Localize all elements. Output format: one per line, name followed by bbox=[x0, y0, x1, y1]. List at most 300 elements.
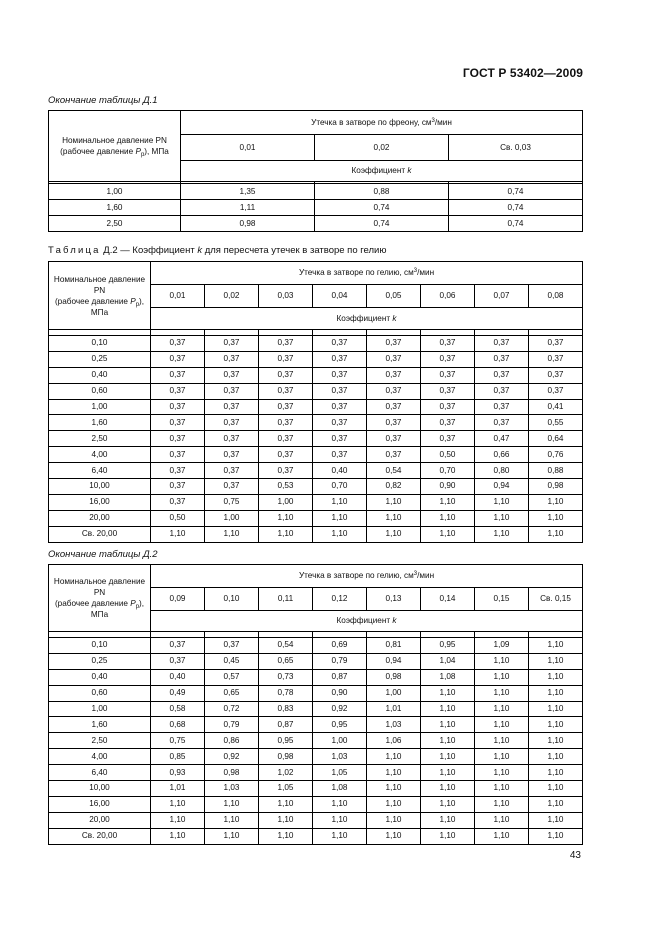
page-number: 43 bbox=[569, 850, 581, 861]
coefficient-cell: 0,37 bbox=[259, 447, 313, 463]
coefficient-cell: 1,10 bbox=[367, 510, 421, 526]
coefficient-cell: 1,03 bbox=[313, 749, 367, 765]
coefficient-cell: 1,10 bbox=[529, 685, 583, 701]
coefficient-cell: 1,00 bbox=[367, 685, 421, 701]
coefficient-cell: 1,05 bbox=[259, 781, 313, 797]
coefficient-cell: 0,37 bbox=[367, 431, 421, 447]
coefficient-cell: 1,10 bbox=[367, 812, 421, 828]
coefficient-cell: 1,10 bbox=[475, 653, 529, 669]
coefficient-cell: 1,10 bbox=[151, 812, 205, 828]
coefficient-cell: 0,94 bbox=[367, 653, 421, 669]
coefficient-cell: 0,95 bbox=[421, 638, 475, 654]
coefficient-cell: 0,37 bbox=[151, 447, 205, 463]
coefficient-cell: 0,88 bbox=[529, 463, 583, 479]
pressure-cell: 0,25 bbox=[49, 653, 151, 669]
table-row bbox=[49, 200, 583, 216]
coefficient-cell: 0,37 bbox=[313, 415, 367, 431]
coefficient-cell: 1,10 bbox=[313, 510, 367, 526]
column-header: 0,02 bbox=[315, 135, 449, 161]
coefficient-cell: 0,37 bbox=[529, 336, 583, 352]
pressure-cell: 0,40 bbox=[49, 669, 151, 685]
coefficient-cell: 1,10 bbox=[529, 638, 583, 654]
coefficient-cell: 0,92 bbox=[313, 701, 367, 717]
coefficient-cell: 0,37 bbox=[259, 431, 313, 447]
table-row bbox=[49, 828, 583, 844]
coefficient-cell: 1,04 bbox=[421, 653, 475, 669]
coefficient-cell: 1,00 bbox=[205, 510, 259, 526]
column-header: 0,15 bbox=[475, 588, 529, 611]
coefficient-cell: 0,37 bbox=[475, 336, 529, 352]
coefficient-cell: 1,10 bbox=[529, 749, 583, 765]
coefficient-cell: 0,37 bbox=[259, 367, 313, 383]
coefficient-cell: 1,10 bbox=[367, 796, 421, 812]
coefficient-cell: 0,37 bbox=[475, 351, 529, 367]
pressure-cell: 16,00 bbox=[49, 796, 151, 812]
pressure-cell: 1,60 bbox=[49, 717, 151, 733]
table-row bbox=[49, 447, 583, 463]
coefficient-cell: 0,54 bbox=[367, 463, 421, 479]
coefficient-cell: 0,81 bbox=[367, 638, 421, 654]
coefficient-cell: 1,10 bbox=[259, 812, 313, 828]
coefficient-cell: 1,10 bbox=[367, 828, 421, 844]
coefficient-cell: 1,10 bbox=[529, 526, 583, 542]
coefficient-label: Коэффициент k bbox=[181, 161, 583, 182]
coefficient-cell: 1,10 bbox=[529, 494, 583, 510]
coefficient-cell: 0,86 bbox=[205, 733, 259, 749]
coefficient-cell: 0,37 bbox=[259, 351, 313, 367]
coefficient-cell: 1,10 bbox=[421, 685, 475, 701]
column-header: 0,12 bbox=[313, 588, 367, 611]
coefficient-cell: 1,10 bbox=[475, 749, 529, 765]
table-d2-end-caption: Окончание таблицы Д.2 bbox=[48, 549, 158, 560]
pressure-cell: 1,00 bbox=[49, 184, 181, 200]
pressure-cell: 0,40 bbox=[49, 367, 151, 383]
coefficient-cell: 0,37 bbox=[205, 638, 259, 654]
coefficient-cell: 1,10 bbox=[421, 717, 475, 733]
coefficient-cell: 0,37 bbox=[421, 336, 475, 352]
pressure-cell: 0,60 bbox=[49, 383, 151, 399]
table-d1-end bbox=[48, 110, 583, 232]
table-row bbox=[49, 653, 583, 669]
coefficient-cell: 0,37 bbox=[367, 447, 421, 463]
column-header: 0,01 bbox=[151, 285, 205, 308]
coefficient-cell: 1,10 bbox=[367, 781, 421, 797]
coefficient-cell: 1,10 bbox=[529, 669, 583, 685]
coefficient-cell: 0,94 bbox=[475, 479, 529, 495]
table-d1-end-caption: Окончание таблицы Д.1 bbox=[48, 95, 158, 106]
table-row bbox=[49, 415, 583, 431]
table-row bbox=[49, 749, 583, 765]
column-header: 0,13 bbox=[367, 588, 421, 611]
coefficient-cell: 0,40 bbox=[151, 669, 205, 685]
table-row bbox=[49, 717, 583, 733]
column-header: 0,02 bbox=[205, 285, 259, 308]
pressure-cell: 10,00 bbox=[49, 781, 151, 797]
coefficient-cell: 0,37 bbox=[151, 336, 205, 352]
coefficient-cell: 0,37 bbox=[151, 351, 205, 367]
coefficient-cell: 0,37 bbox=[151, 367, 205, 383]
coefficient-cell: 0,98 bbox=[205, 765, 259, 781]
coefficient-cell: 0,37 bbox=[205, 336, 259, 352]
pressure-cell: Св. 20,00 bbox=[49, 828, 151, 844]
coefficient-cell: 0,92 bbox=[205, 749, 259, 765]
coefficient-cell: 1,08 bbox=[421, 669, 475, 685]
coefficient-cell: 0,74 bbox=[449, 216, 583, 232]
table-row bbox=[49, 399, 583, 415]
pressure-cell: 2,50 bbox=[49, 431, 151, 447]
coefficient-cell: 0,75 bbox=[151, 733, 205, 749]
coefficient-cell: 0,37 bbox=[421, 383, 475, 399]
table-row bbox=[49, 685, 583, 701]
table-row bbox=[49, 796, 583, 812]
coefficient-cell: 0,37 bbox=[421, 367, 475, 383]
coefficient-cell: 1,10 bbox=[421, 510, 475, 526]
coefficient-cell: 0,37 bbox=[367, 383, 421, 399]
table-row bbox=[49, 367, 583, 383]
coefficient-cell: 0,37 bbox=[313, 336, 367, 352]
coefficient-cell: 1,35 bbox=[181, 184, 315, 200]
pressure-cell: 0,25 bbox=[49, 351, 151, 367]
coefficient-cell: 0,37 bbox=[313, 351, 367, 367]
coefficient-cell: 0,70 bbox=[313, 479, 367, 495]
column-header: 0,04 bbox=[313, 285, 367, 308]
coefficient-cell: 0,74 bbox=[449, 184, 583, 200]
coefficient-cell: 1,00 bbox=[313, 733, 367, 749]
coefficient-cell: 0,88 bbox=[315, 184, 449, 200]
coefficient-cell: 0,87 bbox=[313, 669, 367, 685]
coefficient-cell: 0,57 bbox=[205, 669, 259, 685]
coefficient-cell: 0,37 bbox=[205, 351, 259, 367]
coefficient-cell: 1,10 bbox=[259, 796, 313, 812]
coefficient-cell: 1,10 bbox=[259, 526, 313, 542]
group-header: Утечка в затворе по гелию, $см^3$/мин bbox=[151, 565, 583, 588]
coefficient-cell: 1,02 bbox=[259, 765, 313, 781]
coefficient-cell: 1,10 bbox=[205, 526, 259, 542]
coefficient-cell: 0,37 bbox=[205, 447, 259, 463]
pressure-cell: 1,00 bbox=[49, 399, 151, 415]
coefficient-cell: 1,10 bbox=[475, 781, 529, 797]
coefficient-cell: 0,50 bbox=[421, 447, 475, 463]
pressure-cell: 20,00 bbox=[49, 510, 151, 526]
pressure-cell: 10,00 bbox=[49, 479, 151, 495]
column-header: 0,08 bbox=[529, 285, 583, 308]
coefficient-cell: 1,10 bbox=[475, 526, 529, 542]
coefficient-cell: 1,10 bbox=[151, 796, 205, 812]
coefficient-cell: 0,76 bbox=[529, 447, 583, 463]
coefficient-cell: 0,37 bbox=[367, 336, 421, 352]
coefficient-label: Коэффициент k bbox=[151, 308, 583, 330]
coefficient-cell: 0,90 bbox=[313, 685, 367, 701]
coefficient-cell: 1,08 bbox=[313, 781, 367, 797]
table-d2-end bbox=[48, 564, 583, 845]
coefficient-cell: 0,37 bbox=[313, 383, 367, 399]
row-header: Номинальное давление PN (рабочее давление $P_р$), МПа bbox=[49, 111, 181, 182]
coefficient-cell: 1,10 bbox=[475, 494, 529, 510]
coefficient-cell: 0,37 bbox=[151, 479, 205, 495]
coefficient-cell: 0,37 bbox=[259, 383, 313, 399]
coefficient-cell: 1,10 bbox=[313, 796, 367, 812]
column-header: 0,01 bbox=[181, 135, 315, 161]
coefficient-cell: 0,37 bbox=[259, 399, 313, 415]
table-row bbox=[49, 216, 583, 232]
coefficient-cell: 0,37 bbox=[421, 431, 475, 447]
coefficient-cell: 0,95 bbox=[259, 733, 313, 749]
coefficient-cell: 0,65 bbox=[259, 653, 313, 669]
pressure-cell: 6,40 bbox=[49, 463, 151, 479]
coefficient-cell: 0,90 bbox=[421, 479, 475, 495]
coefficient-cell: 1,00 bbox=[259, 494, 313, 510]
coefficient-cell: 0,37 bbox=[367, 367, 421, 383]
coefficient-cell: 1,10 bbox=[475, 685, 529, 701]
coefficient-cell: 1,03 bbox=[367, 717, 421, 733]
coefficient-cell: 1,10 bbox=[475, 733, 529, 749]
coefficient-cell: 0,37 bbox=[475, 399, 529, 415]
coefficient-cell: 0,37 bbox=[151, 653, 205, 669]
coefficient-cell: 0,37 bbox=[367, 415, 421, 431]
pressure-cell: 1,60 bbox=[49, 415, 151, 431]
coefficient-cell: 0,37 bbox=[421, 415, 475, 431]
coefficient-cell: 1,10 bbox=[313, 812, 367, 828]
coefficient-cell: 0,37 bbox=[151, 383, 205, 399]
coefficient-cell: 1,10 bbox=[313, 494, 367, 510]
coefficient-cell: 0,66 bbox=[475, 447, 529, 463]
coefficient-cell: 1,10 bbox=[421, 765, 475, 781]
pressure-cell: 0,10 bbox=[49, 336, 151, 352]
coefficient-cell: 0,72 bbox=[205, 701, 259, 717]
coefficient-cell: 0,83 bbox=[259, 701, 313, 717]
coefficient-cell: 1,10 bbox=[421, 733, 475, 749]
table-row bbox=[49, 510, 583, 526]
coefficient-cell: 0,37 bbox=[259, 463, 313, 479]
coefficient-cell: 0,79 bbox=[313, 653, 367, 669]
coefficient-cell: 1,10 bbox=[421, 812, 475, 828]
column-header: Св. 0,15 bbox=[529, 588, 583, 611]
coefficient-cell: 0,40 bbox=[313, 463, 367, 479]
coefficient-cell: 0,37 bbox=[259, 336, 313, 352]
coefficient-cell: 1,10 bbox=[529, 733, 583, 749]
coefficient-cell: 1,10 bbox=[313, 526, 367, 542]
table-row bbox=[49, 669, 583, 685]
coefficient-cell: 1,10 bbox=[529, 812, 583, 828]
coefficient-cell: 0,37 bbox=[205, 399, 259, 415]
table-row bbox=[49, 812, 583, 828]
coefficient-cell: 0,74 bbox=[315, 216, 449, 232]
table-row bbox=[49, 765, 583, 781]
coefficient-cell: 0,82 bbox=[367, 479, 421, 495]
coefficient-cell: 0,53 bbox=[259, 479, 313, 495]
coefficient-cell: 0,37 bbox=[475, 415, 529, 431]
coefficient-cell: 1,01 bbox=[151, 781, 205, 797]
coefficient-cell: 0,37 bbox=[313, 431, 367, 447]
coefficient-cell: 0,37 bbox=[205, 463, 259, 479]
coefficient-cell: 1,10 bbox=[367, 749, 421, 765]
table-row bbox=[49, 479, 583, 495]
coefficient-cell: 1,10 bbox=[313, 828, 367, 844]
coefficient-cell: 0,68 bbox=[151, 717, 205, 733]
column-header: 0,14 bbox=[421, 588, 475, 611]
coefficient-cell: 1,10 bbox=[529, 510, 583, 526]
coefficient-cell: 0,80 bbox=[475, 463, 529, 479]
coefficient-cell: 0,41 bbox=[529, 399, 583, 415]
coefficient-cell: 0,37 bbox=[475, 367, 529, 383]
coefficient-cell: 1,10 bbox=[529, 765, 583, 781]
coefficient-cell: 0,85 bbox=[151, 749, 205, 765]
coefficient-cell: 0,70 bbox=[421, 463, 475, 479]
pressure-cell: 2,50 bbox=[49, 733, 151, 749]
coefficient-cell: 1,10 bbox=[529, 653, 583, 669]
coefficient-cell: 1,10 bbox=[529, 828, 583, 844]
coefficient-cell: 1,05 bbox=[313, 765, 367, 781]
group-header: Утечка в затворе по фреону, $см^3$/мин bbox=[181, 111, 583, 135]
table-row bbox=[49, 733, 583, 749]
coefficient-cell: 0,37 bbox=[421, 399, 475, 415]
coefficient-cell: 1,10 bbox=[529, 781, 583, 797]
pressure-cell: 1,00 bbox=[49, 701, 151, 717]
coefficient-cell: 0,87 bbox=[259, 717, 313, 733]
coefficient-cell: 1,06 bbox=[367, 733, 421, 749]
coefficient-cell: 1,10 bbox=[421, 526, 475, 542]
column-header: 0,03 bbox=[259, 285, 313, 308]
coefficient-cell: 1,10 bbox=[529, 717, 583, 733]
coefficient-cell: 1,10 bbox=[475, 510, 529, 526]
coefficient-cell: 1,10 bbox=[475, 669, 529, 685]
table-row bbox=[49, 184, 583, 200]
coefficient-cell: 0,64 bbox=[529, 431, 583, 447]
coefficient-cell: 1,11 bbox=[181, 200, 315, 216]
coefficient-cell: 1,10 bbox=[259, 828, 313, 844]
pressure-cell: 20,00 bbox=[49, 812, 151, 828]
coefficient-cell: 1,03 bbox=[205, 781, 259, 797]
table-row bbox=[49, 351, 583, 367]
table-row bbox=[49, 463, 583, 479]
coefficient-cell: 0,37 bbox=[205, 415, 259, 431]
pressure-cell: 16,00 bbox=[49, 494, 151, 510]
coefficient-cell: 1,10 bbox=[421, 494, 475, 510]
coefficient-cell: 0,98 bbox=[529, 479, 583, 495]
coefficient-cell: 1,10 bbox=[151, 828, 205, 844]
coefficient-cell: 0,49 bbox=[151, 685, 205, 701]
pressure-cell: 0,10 bbox=[49, 638, 151, 654]
coefficient-cell: 0,98 bbox=[181, 216, 315, 232]
table-row bbox=[49, 701, 583, 717]
coefficient-cell: 0,37 bbox=[151, 494, 205, 510]
coefficient-cell: 1,10 bbox=[475, 717, 529, 733]
table-d2-caption: Таблица Д.2 — Коэффициент k для пересчета утечек в затворе по гелию bbox=[48, 245, 387, 256]
column-header: 0,09 bbox=[151, 588, 205, 611]
coefficient-cell: 0,37 bbox=[313, 399, 367, 415]
coefficient-cell: 0,45 bbox=[205, 653, 259, 669]
coefficient-cell: 1,10 bbox=[475, 765, 529, 781]
column-header: 0,06 bbox=[421, 285, 475, 308]
coefficient-cell: 0,37 bbox=[151, 638, 205, 654]
coefficient-cell: 0,37 bbox=[367, 399, 421, 415]
coefficient-cell: 1,10 bbox=[421, 828, 475, 844]
coefficient-cell: 0,37 bbox=[151, 431, 205, 447]
coefficient-cell: 0,37 bbox=[367, 351, 421, 367]
coefficient-cell: 0,74 bbox=[315, 200, 449, 216]
coefficient-cell: 0,37 bbox=[205, 367, 259, 383]
group-header: Утечка в затворе по гелию, $см^3$/мин bbox=[151, 262, 583, 285]
coefficient-cell: 0,37 bbox=[205, 431, 259, 447]
coefficient-cell: 0,37 bbox=[529, 367, 583, 383]
table-row bbox=[49, 431, 583, 447]
coefficient-cell: 0,74 bbox=[449, 200, 583, 216]
coefficient-cell: 1,10 bbox=[421, 796, 475, 812]
coefficient-cell: 1,10 bbox=[205, 812, 259, 828]
coefficient-cell: 0,47 bbox=[475, 431, 529, 447]
coefficient-cell: 0,79 bbox=[205, 717, 259, 733]
coefficient-cell: 0,98 bbox=[367, 669, 421, 685]
coefficient-cell: 0,78 bbox=[259, 685, 313, 701]
column-header: 0,07 bbox=[475, 285, 529, 308]
coefficient-cell: 1,10 bbox=[421, 701, 475, 717]
coefficient-cell: 1,01 bbox=[367, 701, 421, 717]
table-d2 bbox=[48, 261, 583, 543]
coefficient-cell: 0,37 bbox=[151, 415, 205, 431]
coefficient-cell: 0,37 bbox=[529, 383, 583, 399]
coefficient-cell: 0,98 bbox=[259, 749, 313, 765]
pressure-cell: Св. 20,00 bbox=[49, 526, 151, 542]
column-header: 0,10 bbox=[205, 588, 259, 611]
coefficient-cell: 0,69 bbox=[313, 638, 367, 654]
row-header: Номинальное давление PN (рабочее давление $P_р$), МПа bbox=[49, 262, 151, 330]
pressure-cell: 1,60 bbox=[49, 200, 181, 216]
coefficient-cell: 0,54 bbox=[259, 638, 313, 654]
coefficient-cell: 0,37 bbox=[259, 415, 313, 431]
row-header: Номинальное давление PN (рабочее давление $P_р$), МПа bbox=[49, 565, 151, 632]
coefficient-cell: 1,10 bbox=[367, 526, 421, 542]
pressure-cell: 0,60 bbox=[49, 685, 151, 701]
coefficient-cell: 1,10 bbox=[367, 765, 421, 781]
document-code: ГОСТ Р 53402—2009 bbox=[462, 66, 583, 80]
coefficient-cell: 0,37 bbox=[529, 351, 583, 367]
coefficient-cell: 0,37 bbox=[313, 447, 367, 463]
coefficient-cell: 1,10 bbox=[475, 796, 529, 812]
coefficient-cell: 0,37 bbox=[475, 383, 529, 399]
coefficient-cell: 0,37 bbox=[151, 463, 205, 479]
coefficient-cell: 0,55 bbox=[529, 415, 583, 431]
coefficient-cell: 1,10 bbox=[367, 494, 421, 510]
coefficient-cell: 0,75 bbox=[205, 494, 259, 510]
coefficient-cell: 0,58 bbox=[151, 701, 205, 717]
coefficient-cell: 0,37 bbox=[205, 383, 259, 399]
coefficient-cell: 0,95 bbox=[313, 717, 367, 733]
coefficient-cell: 0,37 bbox=[421, 351, 475, 367]
table-row bbox=[49, 781, 583, 797]
column-header: 0,11 bbox=[259, 588, 313, 611]
coefficient-cell: 1,10 bbox=[259, 510, 313, 526]
coefficient-label: Коэффициент k bbox=[151, 611, 583, 632]
coefficient-cell: 1,10 bbox=[205, 828, 259, 844]
pressure-cell: 6,40 bbox=[49, 765, 151, 781]
pressure-cell: 4,00 bbox=[49, 749, 151, 765]
table-row bbox=[49, 638, 583, 654]
coefficient-cell: 1,10 bbox=[475, 828, 529, 844]
coefficient-cell: 1,10 bbox=[205, 796, 259, 812]
coefficient-cell: 0,65 bbox=[205, 685, 259, 701]
coefficient-cell: 1,10 bbox=[529, 701, 583, 717]
coefficient-cell: 1,10 bbox=[529, 796, 583, 812]
coefficient-cell: 1,09 bbox=[475, 638, 529, 654]
coefficient-cell: 1,10 bbox=[421, 749, 475, 765]
pressure-cell: 2,50 bbox=[49, 216, 181, 232]
table-row bbox=[49, 383, 583, 399]
coefficient-cell: 1,10 bbox=[151, 526, 205, 542]
coefficient-cell: 0,37 bbox=[313, 367, 367, 383]
coefficient-cell: 1,10 bbox=[475, 701, 529, 717]
table-row bbox=[49, 526, 583, 542]
table-row bbox=[49, 494, 583, 510]
